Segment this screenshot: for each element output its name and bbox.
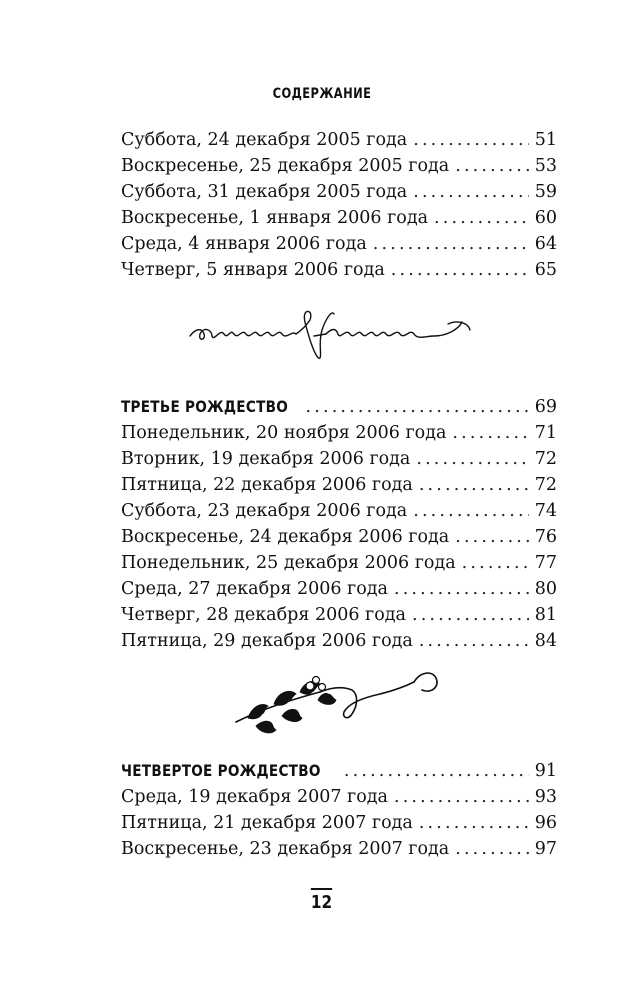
- leader-dots: [455, 524, 529, 550]
- toc-entry-page: 80: [534, 579, 557, 599]
- leader-dots: [455, 836, 529, 862]
- toc-entry-page: 60: [534, 208, 557, 228]
- section-page: 69: [534, 397, 557, 417]
- toc-entry[interactable]: [121, 179, 557, 205]
- leader-dots: [306, 394, 529, 420]
- toc-entry[interactable]: [121, 472, 557, 498]
- toc-entry-label: Пятница, 22 декабря 2006 года: [121, 475, 413, 495]
- toc-entry-page: 71: [534, 423, 557, 443]
- toc-entry-page: 72: [534, 475, 557, 495]
- toc-entry[interactable]: [121, 576, 557, 602]
- toc-entry[interactable]: [121, 810, 557, 836]
- toc-entry-label: Пятница, 21 декабря 2007 года: [121, 813, 413, 833]
- page-number: 12: [311, 888, 332, 913]
- toc-entry-label: Суббота, 24 декабря 2005 года: [121, 130, 408, 150]
- toc-entry-page: 81: [534, 605, 557, 625]
- page-title: СОДЕРЖАНИЕ: [272, 86, 372, 102]
- leader-dots: [462, 550, 529, 576]
- toc-entry-label: Воскресенье, 23 декабря 2007 года: [121, 839, 450, 859]
- handwriting-flourish-icon: [186, 300, 478, 368]
- toc-entry-page: 76: [534, 527, 557, 547]
- toc-entry[interactable]: [121, 498, 557, 524]
- toc-entry-page: 97: [534, 839, 557, 859]
- toc-entry[interactable]: [121, 550, 557, 576]
- leader-dots: [434, 205, 529, 231]
- section-page: 91: [534, 761, 557, 781]
- toc-entry-page: 65: [534, 260, 557, 280]
- leader-dots: [413, 498, 528, 524]
- toc-entry-page: 59: [534, 182, 557, 202]
- toc-entry-page: 74: [534, 501, 557, 521]
- leader-dots: [416, 446, 528, 472]
- toc-section-third-christmas: [121, 394, 557, 654]
- toc-entry-page: 51: [534, 130, 557, 150]
- toc-entry[interactable]: [121, 231, 557, 257]
- toc-entry[interactable]: [121, 524, 557, 550]
- leader-dots: [419, 810, 529, 836]
- toc-section-fourth-christmas: [121, 758, 557, 862]
- toc-entry-label: Воскресенье, 25 декабря 2005 года: [121, 156, 450, 176]
- leader-dots: [452, 420, 528, 446]
- section-title: ЧЕТВЕРТОЕ РОЖДЕСТВО: [121, 761, 321, 780]
- toc-entry[interactable]: [121, 153, 557, 179]
- leader-dots: [419, 628, 529, 654]
- toc-block-1: [121, 127, 557, 283]
- toc-entry-label: Среда, 19 декабря 2007 года: [121, 787, 388, 807]
- section-heading[interactable]: [121, 758, 557, 784]
- leader-dots: [412, 602, 529, 628]
- leader-dots: [394, 784, 529, 810]
- toc-entry-label: Четверг, 5 января 2006 года: [121, 260, 385, 280]
- toc-entry-label: Воскресенье, 1 января 2006 года: [121, 208, 429, 228]
- toc-entry[interactable]: [121, 420, 557, 446]
- toc-entry-label: Четверг, 28 декабря 2006 года: [121, 605, 406, 625]
- toc-entry[interactable]: [121, 127, 557, 153]
- toc-entry-label: Воскресенье, 24 декабря 2006 года: [121, 527, 450, 547]
- toc-entry[interactable]: [121, 446, 557, 472]
- leader-dots: [413, 179, 528, 205]
- toc-entry[interactable]: [121, 628, 557, 654]
- toc-entry-page: 77: [534, 553, 557, 573]
- toc-entry-page: 53: [534, 156, 557, 176]
- section-heading[interactable]: [121, 394, 557, 420]
- toc-entry-page: 84: [534, 631, 557, 651]
- toc-entry[interactable]: [121, 836, 557, 862]
- toc-entry-label: Вторник, 19 декабря 2006 года: [121, 449, 411, 469]
- leader-dots: [455, 153, 529, 179]
- toc-entry-page: 72: [534, 449, 557, 469]
- leader-dots: [391, 257, 529, 283]
- leader-dots: [373, 231, 529, 257]
- leader-dots: [344, 758, 529, 784]
- toc-entry-page: 64: [534, 234, 557, 254]
- toc-entry[interactable]: [121, 784, 557, 810]
- leader-dots: [419, 472, 529, 498]
- toc-entry[interactable]: [121, 205, 557, 231]
- toc-entry-page: 96: [534, 813, 557, 833]
- holly-stethoscope-icon: [230, 660, 450, 740]
- leader-dots: [413, 127, 528, 153]
- toc-entry-label: Суббота, 31 декабря 2005 года: [121, 182, 408, 202]
- toc-entry-label: Пятница, 29 декабря 2006 года: [121, 631, 413, 651]
- toc-entry-label: Суббота, 23 декабря 2006 года: [121, 501, 408, 521]
- toc-entry-label: Понедельник, 25 декабря 2006 года: [121, 553, 456, 573]
- toc-entry[interactable]: [121, 257, 557, 283]
- leader-dots: [394, 576, 529, 602]
- toc-entry[interactable]: [121, 602, 557, 628]
- toc-entry-label: Понедельник, 20 ноября 2006 года: [121, 423, 447, 443]
- toc-entry-label: Среда, 4 января 2006 года: [121, 234, 367, 254]
- section-title: ТРЕТЬЕ РОЖДЕСТВО: [121, 397, 289, 416]
- page-footer: [0, 888, 644, 913]
- toc-entry-label: Среда, 27 декабря 2006 года: [121, 579, 388, 599]
- toc-entry-page: 93: [534, 787, 557, 807]
